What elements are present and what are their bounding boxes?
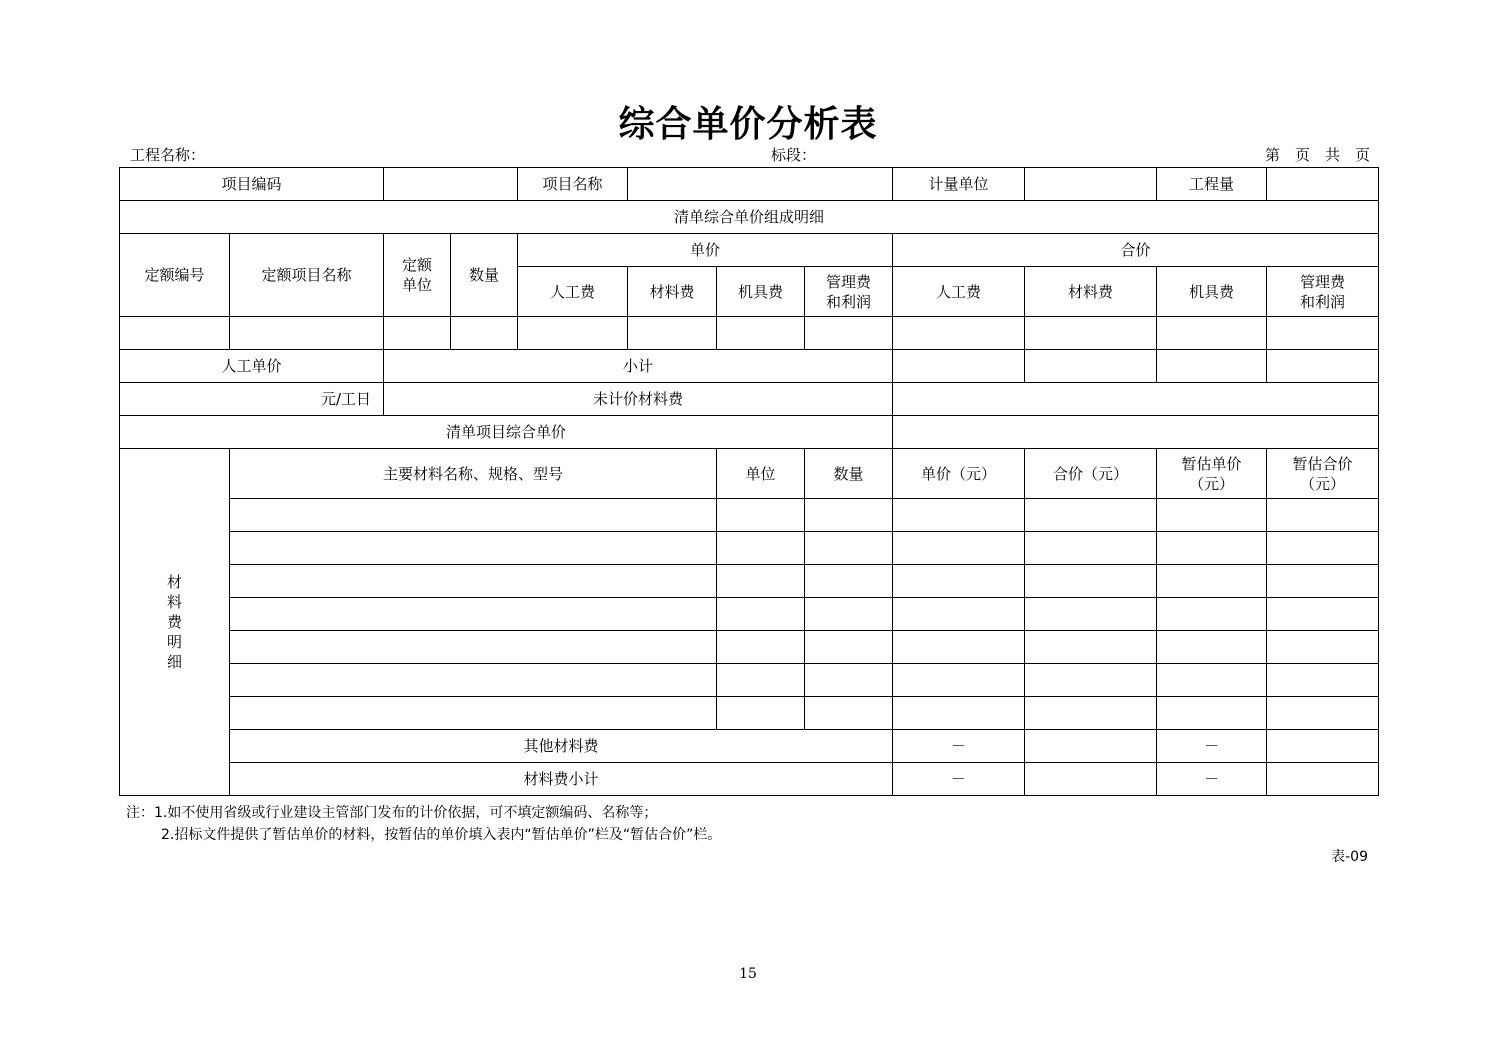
- table-cell: [717, 532, 805, 565]
- other-material-row: [120, 730, 1379, 763]
- table-cell: [1025, 631, 1157, 664]
- unit-value: [1025, 168, 1157, 201]
- table-cell: [893, 383, 1379, 416]
- table-cell: [1025, 499, 1157, 532]
- table-cell: [1157, 350, 1267, 383]
- unpriced-material-label: 未计价材料费: [384, 383, 893, 416]
- material-quantity-header: 数量: [805, 449, 893, 499]
- machine-header: 机具费: [717, 267, 805, 317]
- table-cell: [230, 631, 717, 664]
- table-cell: [1267, 317, 1379, 350]
- material-row: [120, 499, 1379, 532]
- table-cell: [1025, 350, 1157, 383]
- material-header-row: [120, 449, 1379, 499]
- table-cell: [717, 697, 805, 730]
- table-cell: [805, 664, 893, 697]
- table-cell: [1267, 565, 1379, 598]
- page-title: 综合单价分析表: [618, 103, 878, 145]
- material-row: [120, 532, 1379, 565]
- item-info-row: [120, 168, 1379, 201]
- table-cell: [1267, 763, 1379, 796]
- mgmt-header: 管理费 和利润: [805, 267, 893, 317]
- quota-code-header: 定额编号: [120, 234, 230, 317]
- material-row: [120, 664, 1379, 697]
- table-cell: [717, 598, 805, 631]
- table-cell: [1157, 697, 1267, 730]
- item-composite-price-label: 清单项目综合单价: [120, 416, 893, 449]
- table-cell: [1025, 532, 1157, 565]
- labor-header: 人工费: [518, 267, 628, 317]
- form-code: 表-09: [1331, 849, 1368, 865]
- unit-label: 计量单位: [893, 168, 1025, 201]
- table-cell: [230, 697, 717, 730]
- page-number: 15: [739, 966, 757, 982]
- table-cell: [1267, 664, 1379, 697]
- table-cell: [230, 565, 717, 598]
- table-cell: [893, 598, 1025, 631]
- quota-unit-header: 定额 单位: [384, 234, 451, 317]
- material-subtotal-unit-dash: －: [893, 763, 1025, 796]
- table-cell: [1025, 697, 1157, 730]
- table-cell: [717, 499, 805, 532]
- table-cell: [805, 499, 893, 532]
- material-unit-header: 单位: [717, 449, 805, 499]
- section-label: 标段：: [771, 146, 817, 164]
- table-cell: [1025, 317, 1157, 350]
- table-cell: [893, 532, 1025, 565]
- subtotal-row: [120, 350, 1379, 383]
- table-cell: [1025, 598, 1157, 631]
- table-cell: [230, 499, 717, 532]
- table-cell: [628, 317, 717, 350]
- material-row: [120, 565, 1379, 598]
- material-row: [120, 631, 1379, 664]
- table-cell: [805, 317, 893, 350]
- table-cell: [1157, 664, 1267, 697]
- material-total-header: 合价（元）: [1025, 449, 1157, 499]
- table-cell: [1157, 532, 1267, 565]
- table-cell: [1267, 631, 1379, 664]
- column-header-row-1: [120, 234, 1379, 267]
- subtotal-label: 小计: [384, 350, 893, 383]
- table-cell: [1157, 317, 1267, 350]
- table-cell: [893, 697, 1025, 730]
- quota-data-row: [120, 317, 1379, 350]
- table-cell: [451, 317, 518, 350]
- table-cell: [893, 499, 1025, 532]
- table-cell: [120, 317, 230, 350]
- table-cell: [230, 317, 384, 350]
- material-subtotal-row: [120, 763, 1379, 796]
- table-cell: [893, 664, 1025, 697]
- table-cell: [893, 631, 1025, 664]
- material-total-header: 材料费: [1025, 267, 1157, 317]
- table-cell: [893, 317, 1025, 350]
- table-cell: [230, 598, 717, 631]
- table-cell: [717, 631, 805, 664]
- material-subtotal-est-dash: －: [1157, 763, 1267, 796]
- material-name-spec-header: 主要材料名称、规格、型号: [230, 449, 717, 499]
- table-cell: [717, 565, 805, 598]
- item-code-label: 项目编码: [120, 168, 384, 201]
- note-line-2: 2.招标文件提供了暂估单价的材料，按暂估的单价填入表内“暂估单价”栏及“暂估合价”栏。: [161, 827, 722, 843]
- composite-price-row: [120, 416, 1379, 449]
- material-detail-side-label: 材 料 费 明 细: [120, 449, 230, 796]
- quantity-header: 数量: [451, 234, 518, 317]
- table-cell: [893, 565, 1025, 598]
- table-cell: [1025, 664, 1157, 697]
- project-name-label: 工程名称：: [130, 146, 206, 164]
- material-row: [120, 598, 1379, 631]
- yuan-per-day-label: 元/工日: [120, 383, 384, 416]
- table-cell: [230, 664, 717, 697]
- table-cell: [1267, 598, 1379, 631]
- table-cell: [1267, 532, 1379, 565]
- machine-total-header: 机具费: [1157, 267, 1267, 317]
- table-cell: [805, 598, 893, 631]
- table-cell: [1025, 763, 1157, 796]
- table-cell: [805, 631, 893, 664]
- composition-header-row: [120, 201, 1379, 234]
- material-header: 材料费: [628, 267, 717, 317]
- table-cell: [518, 317, 628, 350]
- est-total-header: 暂估合价 （元）: [1267, 449, 1379, 499]
- table-cell: [1267, 730, 1379, 763]
- table-cell: [1025, 565, 1157, 598]
- quota-name-header: 定额项目名称: [230, 234, 384, 317]
- table-cell: [230, 532, 717, 565]
- item-code-value: [384, 168, 518, 201]
- material-unit-price-header: 单价（元）: [893, 449, 1025, 499]
- table-cell: [384, 317, 451, 350]
- est-unit-price-header: 暂估单价 （元）: [1157, 449, 1267, 499]
- table-cell: [1025, 730, 1157, 763]
- labor-unit-price-label: 人工单价: [120, 350, 384, 383]
- unit-price-header: 单价: [518, 234, 893, 267]
- unit-price-analysis-table: [119, 167, 1379, 796]
- table-cell: [805, 565, 893, 598]
- table-cell: [1267, 697, 1379, 730]
- other-material-label: 其他材料费: [230, 730, 893, 763]
- material-subtotal-label: 材料费小计: [230, 763, 893, 796]
- table-cell: [893, 416, 1379, 449]
- table-cell: [717, 317, 805, 350]
- other-material-unit-dash: －: [893, 730, 1025, 763]
- note-line-1: 注：1.如不使用省级或行业建设主管部门发布的计价依据，可不填定额编码、名称等；: [126, 805, 658, 821]
- table-cell: [1157, 631, 1267, 664]
- table-cell: [805, 532, 893, 565]
- other-material-est-dash: －: [1157, 730, 1267, 763]
- mgmt-total-header: 管理费 和利润: [1267, 267, 1379, 317]
- table-cell: [717, 664, 805, 697]
- item-name-label: 项目名称: [518, 168, 628, 201]
- labor-total-header: 人工费: [893, 267, 1025, 317]
- unpriced-material-row: [120, 383, 1379, 416]
- item-name-value: [628, 168, 893, 201]
- material-row: [120, 697, 1379, 730]
- table-cell: [1267, 499, 1379, 532]
- table-cell: [1157, 598, 1267, 631]
- table-cell: [1157, 499, 1267, 532]
- table-cell: [805, 697, 893, 730]
- total-price-header: 合价: [893, 234, 1379, 267]
- table-cell: [1157, 565, 1267, 598]
- quantity-value: [1267, 168, 1379, 201]
- page-info: 第 页 共 页: [1264, 146, 1370, 164]
- table-cell: [1267, 350, 1379, 383]
- table-cell: [893, 350, 1025, 383]
- composition-header: 清单综合单价组成明细: [120, 201, 1379, 234]
- quantity-label: 工程量: [1157, 168, 1267, 201]
